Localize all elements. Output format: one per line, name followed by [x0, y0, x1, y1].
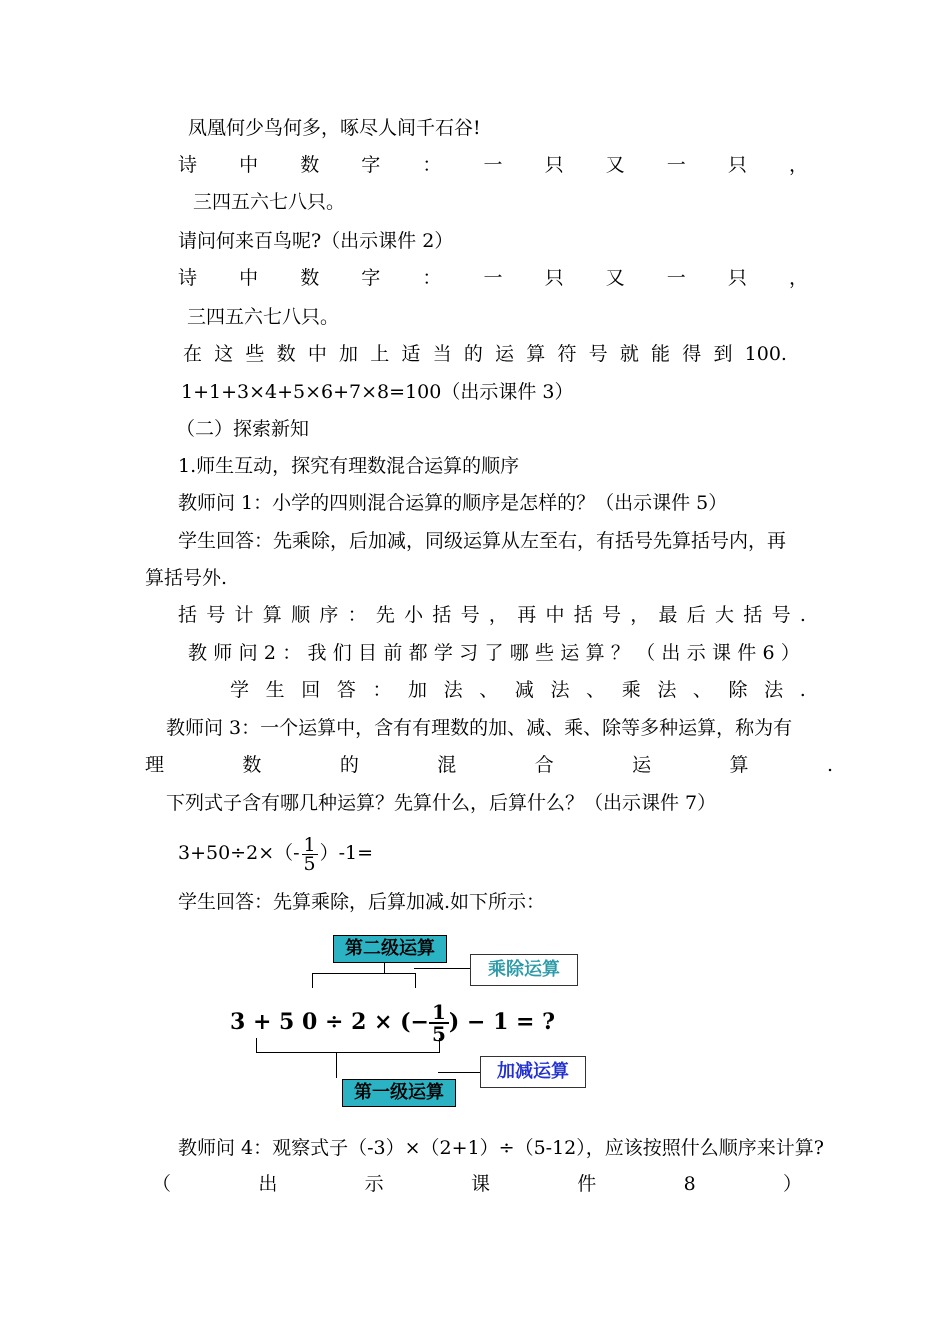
char: 算 [526, 343, 546, 365]
char: 号 [588, 343, 608, 365]
char: . [826, 754, 833, 776]
char: 最 [658, 604, 678, 626]
char: 、 [479, 679, 499, 701]
instruction-line [183, 341, 787, 367]
bracket-lower [256, 1038, 440, 1053]
char: 哪 [509, 642, 529, 664]
poem-line-1: 凤凰何少鸟何多，啄尽人间千石谷! [188, 117, 481, 139]
char: 学 [433, 642, 453, 664]
char: 只 [544, 154, 564, 176]
char: 课 [711, 642, 731, 664]
char: 括 [178, 604, 198, 626]
char: 乘 [621, 679, 641, 701]
char: ， [788, 267, 808, 289]
char: 都 [408, 642, 428, 664]
expression-line [178, 834, 373, 873]
student-answer-1-cont: 算括号外. [145, 567, 228, 589]
student-answer-1: 学生回答：先乘除，后加减，同级运算从左至右，有括号先算括号内，再 [178, 530, 787, 552]
level-one-label: 第一级运算 [342, 1079, 456, 1107]
level-two-label: 第二级运算 [333, 935, 447, 963]
char: ： [422, 154, 442, 176]
char: 号 [460, 604, 480, 626]
char: 算 [262, 604, 282, 626]
char: 就 [619, 343, 639, 365]
char: 只 [544, 267, 564, 289]
char: 前 [383, 642, 403, 664]
poem-line-3: 三四五六七八只。 [193, 191, 346, 213]
char: ， [630, 604, 650, 626]
char: 这 [214, 343, 234, 365]
char: 又 [605, 154, 625, 176]
char: 法 [764, 679, 784, 701]
char: ： [282, 642, 302, 664]
char: 出 [661, 642, 681, 664]
char: 除 [728, 679, 748, 701]
section-heading: （二）探索新知 [176, 418, 310, 440]
question-line: 请问何来百鸟呢?（出示课件 2） [178, 230, 454, 252]
char: 运 [560, 642, 580, 664]
expr-fraction [302, 833, 318, 875]
muldiv-label: 乘除运算 [470, 954, 578, 986]
char: 的 [463, 343, 483, 365]
courseware-8-line [152, 1171, 802, 1197]
char: 号 [206, 604, 226, 626]
char: 再 [517, 604, 537, 626]
char: 问 [238, 642, 258, 664]
char: 只 [727, 267, 747, 289]
connector-lower-vertical [336, 1052, 337, 1078]
char: 出 [258, 1173, 278, 1195]
char: ： [422, 267, 442, 289]
char: 中 [239, 154, 259, 176]
char: 些 [245, 343, 265, 365]
student-answer-2 [230, 677, 806, 703]
char: 师 [213, 642, 233, 664]
char: 算 [729, 754, 749, 776]
char: 字 [361, 267, 381, 289]
char: . [799, 604, 806, 626]
teacher-question-4: 教师问 4：观察式子（-3）×（2+1）÷（5-12），应该按照什么顺序来计算? [178, 1137, 824, 1159]
char: 了 [484, 642, 504, 664]
teacher-question-3-cont [145, 752, 833, 778]
char: 教 [188, 642, 208, 664]
char: （ [152, 1173, 172, 1195]
char: ， [488, 604, 508, 626]
char: 回 [301, 679, 321, 701]
char: 后 [686, 604, 706, 626]
char: 括 [432, 604, 452, 626]
char: 一 [483, 154, 503, 176]
eq-numerator: 1 [429, 1002, 449, 1024]
char: 法 [443, 679, 463, 701]
expr-numerator: 1 [303, 833, 316, 856]
char: 习 [459, 642, 479, 664]
char: 适 [401, 343, 421, 365]
poem-line-5 [178, 265, 808, 291]
char: 先 [375, 604, 395, 626]
char: 学 [230, 679, 250, 701]
char: ， [788, 154, 808, 176]
char: 上 [370, 343, 390, 365]
char: 序 [319, 604, 339, 626]
char: 理 [145, 754, 165, 776]
char: 能 [651, 343, 671, 365]
equation-line: 1+1+3×4+5×6+7×8=100（出示课件 3） [181, 381, 574, 403]
expr-pre: 3+50÷2×（- [178, 842, 300, 864]
char: 6 [762, 642, 775, 664]
char: 示 [686, 642, 706, 664]
char: 合 [534, 754, 554, 776]
char: 一 [483, 267, 503, 289]
char: （ [636, 642, 656, 664]
char: 当 [432, 343, 452, 365]
char: ： [347, 604, 367, 626]
char: 括 [743, 604, 763, 626]
char: 到 [713, 343, 733, 365]
char: 生 [265, 679, 285, 701]
char: 算 [585, 642, 605, 664]
char: 又 [605, 267, 625, 289]
char: 中 [239, 267, 259, 289]
char: 字 [361, 154, 381, 176]
bracket-upper [312, 973, 416, 988]
char: 加 [408, 679, 428, 701]
char: 数 [300, 267, 320, 289]
char: 大 [715, 604, 735, 626]
char: 加 [339, 343, 359, 365]
char: 示 [364, 1173, 384, 1195]
char: 件 [737, 642, 757, 664]
char: 中 [307, 343, 327, 365]
char: ： [372, 679, 392, 701]
char: ） [780, 642, 800, 664]
char: 混 [437, 754, 457, 776]
char: 法 [550, 679, 570, 701]
char: 号 [771, 604, 791, 626]
char: 我 [307, 642, 327, 664]
expr-post: ）-1= [319, 842, 374, 864]
expr-denominator: 5 [303, 852, 316, 875]
char: 一 [666, 267, 686, 289]
char: 目 [358, 642, 378, 664]
char: 2 [263, 642, 276, 664]
char: 些 [535, 642, 555, 664]
char: 法 [657, 679, 677, 701]
char: 小 [404, 604, 424, 626]
poem-line-6: 三四五六七八只。 [187, 306, 340, 328]
eq-post: ) − 1 = ? [448, 1009, 556, 1035]
char: 运 [632, 754, 652, 776]
bracket-order-line [178, 602, 806, 628]
char: 课 [470, 1173, 490, 1195]
char: . [799, 679, 806, 701]
char: 一 [666, 154, 686, 176]
char: ？ [610, 642, 630, 664]
char: 括 [573, 604, 593, 626]
char: 答 [336, 679, 356, 701]
char: 数 [242, 754, 262, 776]
char: 在 [183, 343, 203, 365]
char: 得 [682, 343, 702, 365]
char: 诗 [178, 154, 198, 176]
question-line-2: 下列式子含有哪几种运算？先算什么，后算什么？（出示课件 7） [166, 792, 717, 814]
char: 件 [577, 1173, 597, 1195]
char: 中 [545, 604, 565, 626]
eq-pre: 3 + 5 0 ÷ 2 × (− [230, 1009, 429, 1035]
char: 数 [276, 343, 296, 365]
char: 顺 [291, 604, 311, 626]
teacher-question-3: 教师问 3：一个运算中，含有有理数的加、减、乘、除等多种运算，称为有 [166, 717, 793, 739]
char: 的 [339, 754, 359, 776]
char: 只 [727, 154, 747, 176]
connector-muldiv [414, 968, 470, 969]
teacher-question-2 [188, 640, 800, 666]
subsection-heading: 1.师生互动，探究有理数混合运算的顺序 [178, 455, 520, 477]
char: 号 [601, 604, 621, 626]
char: 减 [514, 679, 534, 701]
poem-line-2 [178, 152, 808, 178]
char: 们 [332, 642, 352, 664]
connector-addsub [438, 1046, 480, 1073]
char: 、 [692, 679, 712, 701]
char: 、 [586, 679, 606, 701]
char: ） [782, 1173, 802, 1195]
char: 诗 [178, 267, 198, 289]
student-answer-3: 学生回答：先算乘除，后算加减.如下所示： [178, 891, 546, 913]
char: 运 [495, 343, 515, 365]
addsub-label: 加减运算 [480, 1056, 586, 1088]
eq-denominator: 5 [432, 1022, 446, 1046]
char: 数 [300, 154, 320, 176]
char: 100. [744, 343, 787, 365]
char: 符 [557, 343, 577, 365]
char: 计 [234, 604, 254, 626]
teacher-question-1: 教师问 1：小学的四则混合运算的顺序是怎样的？（出示课件 5） [178, 492, 728, 514]
char: 8 [683, 1173, 696, 1195]
